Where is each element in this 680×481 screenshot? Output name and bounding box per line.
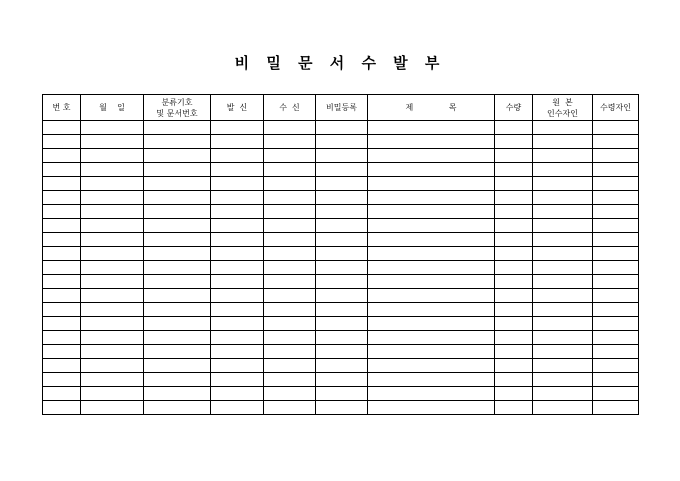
table-row xyxy=(43,233,639,247)
cell-receipt_sign[interactable] xyxy=(593,373,639,387)
table-row xyxy=(43,177,639,191)
cell-receipt_sign[interactable] xyxy=(593,205,639,219)
cell-quantity[interactable] xyxy=(495,331,533,345)
cell-secret_reg[interactable] xyxy=(316,289,368,303)
cell-original[interactable] xyxy=(533,135,593,149)
cell-no[interactable] xyxy=(43,317,81,331)
table-row xyxy=(43,373,639,387)
cell-no[interactable] xyxy=(43,149,81,163)
cell-date[interactable] xyxy=(81,135,144,149)
cell-original[interactable] xyxy=(533,163,593,177)
cell-no[interactable] xyxy=(43,275,81,289)
cell-no[interactable] xyxy=(43,247,81,261)
cell-receipt_sign[interactable] xyxy=(593,401,639,415)
cell-no[interactable] xyxy=(43,359,81,373)
cell-subject[interactable] xyxy=(368,163,495,177)
cell-quantity[interactable] xyxy=(495,289,533,303)
cell-subject[interactable] xyxy=(368,205,495,219)
cell-subject[interactable] xyxy=(368,121,495,135)
cell-classification[interactable] xyxy=(144,387,211,401)
cell-subject[interactable] xyxy=(368,303,495,317)
cell-sender[interactable] xyxy=(211,331,264,345)
cell-subject[interactable] xyxy=(368,135,495,149)
document-ledger-table xyxy=(42,94,639,415)
cell-recipient[interactable] xyxy=(264,135,316,149)
cell-no[interactable] xyxy=(43,289,81,303)
cell-recipient[interactable] xyxy=(264,275,316,289)
cell-sender[interactable] xyxy=(211,247,264,261)
cell-quantity[interactable] xyxy=(495,191,533,205)
cell-secret_reg[interactable] xyxy=(316,247,368,261)
cell-subject[interactable] xyxy=(368,177,495,191)
cell-original[interactable] xyxy=(533,275,593,289)
header-quantity: 수량 xyxy=(495,95,533,121)
cell-secret_reg[interactable] xyxy=(316,317,368,331)
table-row xyxy=(43,135,639,149)
cell-sender[interactable] xyxy=(211,275,264,289)
cell-sender[interactable] xyxy=(211,177,264,191)
cell-date[interactable] xyxy=(81,345,144,359)
cell-original[interactable] xyxy=(533,345,593,359)
cell-classification[interactable] xyxy=(144,163,211,177)
cell-no[interactable] xyxy=(43,205,81,219)
cell-no[interactable] xyxy=(43,219,81,233)
cell-no[interactable] xyxy=(43,121,81,135)
cell-date[interactable] xyxy=(81,317,144,331)
cell-classification[interactable] xyxy=(144,303,211,317)
cell-sender[interactable] xyxy=(211,345,264,359)
cell-classification[interactable] xyxy=(144,191,211,205)
cell-original[interactable] xyxy=(533,289,593,303)
cell-no[interactable] xyxy=(43,303,81,317)
table-row xyxy=(43,247,639,261)
header-subject: 제 목 xyxy=(368,95,495,121)
cell-date[interactable] xyxy=(81,219,144,233)
cell-no[interactable] xyxy=(43,401,81,415)
cell-secret_reg[interactable] xyxy=(316,331,368,345)
table-row xyxy=(43,387,639,401)
cell-receipt_sign[interactable] xyxy=(593,317,639,331)
cell-subject[interactable] xyxy=(368,289,495,303)
cell-no[interactable] xyxy=(43,345,81,359)
cell-quantity[interactable] xyxy=(495,401,533,415)
cell-quantity[interactable] xyxy=(495,233,533,247)
cell-secret_reg[interactable] xyxy=(316,373,368,387)
cell-receipt_sign[interactable] xyxy=(593,303,639,317)
cell-subject[interactable] xyxy=(368,233,495,247)
cell-classification[interactable] xyxy=(144,275,211,289)
cell-classification[interactable] xyxy=(144,261,211,275)
cell-date[interactable] xyxy=(81,289,144,303)
cell-receipt_sign[interactable] xyxy=(593,289,639,303)
cell-sender[interactable] xyxy=(211,261,264,275)
cell-recipient[interactable] xyxy=(264,331,316,345)
cell-receipt_sign[interactable] xyxy=(593,163,639,177)
table-row xyxy=(43,359,639,373)
cell-original[interactable] xyxy=(533,121,593,135)
cell-recipient[interactable] xyxy=(264,317,316,331)
cell-classification[interactable] xyxy=(144,205,211,219)
cell-sender[interactable] xyxy=(211,289,264,303)
document-title: 비 밀 문 서 수 발 부 xyxy=(234,54,446,72)
cell-date[interactable] xyxy=(81,149,144,163)
cell-no[interactable] xyxy=(43,177,81,191)
cell-classification[interactable] xyxy=(144,331,211,345)
cell-subject[interactable] xyxy=(368,275,495,289)
header-recipient: 수 신 xyxy=(264,95,316,121)
cell-recipient[interactable] xyxy=(264,149,316,163)
cell-sender[interactable] xyxy=(211,303,264,317)
cell-sender[interactable] xyxy=(211,317,264,331)
cell-sender[interactable] xyxy=(211,373,264,387)
cell-no[interactable] xyxy=(43,387,81,401)
cell-classification[interactable] xyxy=(144,149,211,163)
cell-recipient[interactable] xyxy=(264,177,316,191)
cell-classification[interactable] xyxy=(144,317,211,331)
table-row xyxy=(43,163,639,177)
cell-quantity[interactable] xyxy=(495,205,533,219)
table-body xyxy=(43,121,639,415)
cell-classification[interactable] xyxy=(144,289,211,303)
table-row xyxy=(43,303,639,317)
cell-classification[interactable] xyxy=(144,373,211,387)
cell-recipient[interactable] xyxy=(264,289,316,303)
cell-original[interactable] xyxy=(533,373,593,387)
cell-receipt_sign[interactable] xyxy=(593,275,639,289)
cell-secret_reg[interactable] xyxy=(316,275,368,289)
cell-recipient[interactable] xyxy=(264,191,316,205)
cell-receipt_sign[interactable] xyxy=(593,331,639,345)
cell-quantity[interactable] xyxy=(495,135,533,149)
cell-sender[interactable] xyxy=(211,191,264,205)
cell-no[interactable] xyxy=(43,261,81,275)
cell-classification[interactable] xyxy=(144,401,211,415)
cell-subject[interactable] xyxy=(368,247,495,261)
header-recipient-seal: 수령자인 xyxy=(593,95,639,121)
cell-classification[interactable] xyxy=(144,135,211,149)
cell-quantity[interactable] xyxy=(495,247,533,261)
cell-subject[interactable] xyxy=(368,345,495,359)
cell-sender[interactable] xyxy=(211,121,264,135)
cell-original[interactable] xyxy=(533,219,593,233)
cell-date[interactable] xyxy=(81,275,144,289)
cell-date[interactable] xyxy=(81,205,144,219)
cell-quantity[interactable] xyxy=(495,177,533,191)
cell-original[interactable] xyxy=(533,149,593,163)
cell-date[interactable] xyxy=(81,247,144,261)
cell-date[interactable] xyxy=(81,163,144,177)
cell-original[interactable] xyxy=(533,205,593,219)
cell-date[interactable] xyxy=(81,373,144,387)
cell-secret_reg[interactable] xyxy=(316,219,368,233)
cell-date[interactable] xyxy=(81,121,144,135)
cell-subject[interactable] xyxy=(368,401,495,415)
cell-sender[interactable] xyxy=(211,233,264,247)
header-date: 월 일 xyxy=(81,95,144,121)
cell-original[interactable] xyxy=(533,261,593,275)
cell-sender[interactable] xyxy=(211,387,264,401)
cell-sender[interactable] xyxy=(211,401,264,415)
cell-classification[interactable] xyxy=(144,359,211,373)
cell-date[interactable] xyxy=(81,261,144,275)
cell-recipient[interactable] xyxy=(264,373,316,387)
cell-recipient[interactable] xyxy=(264,345,316,359)
cell-original[interactable] xyxy=(533,233,593,247)
cell-quantity[interactable] xyxy=(495,387,533,401)
header-secret-registration: 비밀등록 xyxy=(316,95,368,121)
cell-classification[interactable] xyxy=(144,247,211,261)
cell-receipt_sign[interactable] xyxy=(593,247,639,261)
cell-original[interactable] xyxy=(533,177,593,191)
cell-date[interactable] xyxy=(81,359,144,373)
cell-receipt_sign[interactable] xyxy=(593,191,639,205)
cell-date[interactable] xyxy=(81,401,144,415)
cell-original[interactable] xyxy=(533,331,593,345)
table-row xyxy=(43,401,639,415)
cell-original[interactable] xyxy=(533,317,593,331)
cell-secret_reg[interactable] xyxy=(316,205,368,219)
cell-secret_reg[interactable] xyxy=(316,163,368,177)
cell-sender[interactable] xyxy=(211,163,264,177)
cell-recipient[interactable] xyxy=(264,247,316,261)
cell-subject[interactable] xyxy=(368,387,495,401)
cell-quantity[interactable] xyxy=(495,303,533,317)
cell-receipt_sign[interactable] xyxy=(593,261,639,275)
cell-original[interactable] xyxy=(533,247,593,261)
header-sender: 발 신 xyxy=(211,95,264,121)
table-row xyxy=(43,191,639,205)
cell-sender[interactable] xyxy=(211,205,264,219)
cell-receipt_sign[interactable] xyxy=(593,233,639,247)
cell-receipt_sign[interactable] xyxy=(593,359,639,373)
cell-classification[interactable] xyxy=(144,345,211,359)
cell-date[interactable] xyxy=(81,177,144,191)
cell-no[interactable] xyxy=(43,191,81,205)
cell-secret_reg[interactable] xyxy=(316,233,368,247)
cell-original[interactable] xyxy=(533,387,593,401)
cell-classification[interactable] xyxy=(144,219,211,233)
cell-recipient[interactable] xyxy=(264,303,316,317)
table-row xyxy=(43,261,639,275)
cell-recipient[interactable] xyxy=(264,261,316,275)
cell-receipt_sign[interactable] xyxy=(593,177,639,191)
cell-sender[interactable] xyxy=(211,359,264,373)
cell-quantity[interactable] xyxy=(495,359,533,373)
cell-date[interactable] xyxy=(81,191,144,205)
cell-no[interactable] xyxy=(43,163,81,177)
cell-subject[interactable] xyxy=(368,331,495,345)
table-row xyxy=(43,331,639,345)
table-row xyxy=(43,149,639,163)
cell-date[interactable] xyxy=(81,387,144,401)
cell-receipt_sign[interactable] xyxy=(593,149,639,163)
cell-no[interactable] xyxy=(43,331,81,345)
cell-sender[interactable] xyxy=(211,135,264,149)
cell-recipient[interactable] xyxy=(264,163,316,177)
table-row xyxy=(43,317,639,331)
header-no: 번 호 xyxy=(43,95,81,121)
cell-quantity[interactable] xyxy=(495,121,533,135)
cell-secret_reg[interactable] xyxy=(316,149,368,163)
cell-sender[interactable] xyxy=(211,219,264,233)
header-classification: 분류기호 및 문서번호 xyxy=(144,95,211,121)
cell-quantity[interactable] xyxy=(495,261,533,275)
cell-subject[interactable] xyxy=(368,261,495,275)
cell-subject[interactable] xyxy=(368,149,495,163)
table-header-row xyxy=(43,95,639,121)
cell-no[interactable] xyxy=(43,373,81,387)
cell-date[interactable] xyxy=(81,233,144,247)
cell-secret_reg[interactable] xyxy=(316,121,368,135)
cell-quantity[interactable] xyxy=(495,345,533,359)
cell-receipt_sign[interactable] xyxy=(593,135,639,149)
cell-secret_reg[interactable] xyxy=(316,387,368,401)
cell-quantity[interactable] xyxy=(495,149,533,163)
cell-subject[interactable] xyxy=(368,219,495,233)
cell-secret_reg[interactable] xyxy=(316,177,368,191)
cell-subject[interactable] xyxy=(368,317,495,331)
cell-secret_reg[interactable] xyxy=(316,261,368,275)
cell-recipient[interactable] xyxy=(264,121,316,135)
cell-recipient[interactable] xyxy=(264,233,316,247)
cell-sender[interactable] xyxy=(211,149,264,163)
cell-date[interactable] xyxy=(81,303,144,317)
cell-original[interactable] xyxy=(533,303,593,317)
cell-receipt_sign[interactable] xyxy=(593,345,639,359)
cell-secret_reg[interactable] xyxy=(316,401,368,415)
cell-quantity[interactable] xyxy=(495,275,533,289)
table-row xyxy=(43,205,639,219)
cell-receipt_sign[interactable] xyxy=(593,121,639,135)
cell-secret_reg[interactable] xyxy=(316,345,368,359)
cell-recipient[interactable] xyxy=(264,359,316,373)
header-original-receiver-seal: 원 본 인수자인 xyxy=(533,95,593,121)
cell-no[interactable] xyxy=(43,233,81,247)
cell-quantity[interactable] xyxy=(495,163,533,177)
cell-secret_reg[interactable] xyxy=(316,191,368,205)
cell-original[interactable] xyxy=(533,191,593,205)
cell-no[interactable] xyxy=(43,135,81,149)
cell-recipient[interactable] xyxy=(264,387,316,401)
cell-receipt_sign[interactable] xyxy=(593,387,639,401)
table-row xyxy=(43,345,639,359)
cell-quantity[interactable] xyxy=(495,317,533,331)
cell-recipient[interactable] xyxy=(264,401,316,415)
cell-subject[interactable] xyxy=(368,191,495,205)
cell-subject[interactable] xyxy=(368,359,495,373)
cell-classification[interactable] xyxy=(144,177,211,191)
table-row xyxy=(43,219,639,233)
cell-recipient[interactable] xyxy=(264,205,316,219)
cell-quantity[interactable] xyxy=(495,219,533,233)
table-row xyxy=(43,121,639,135)
cell-original[interactable] xyxy=(533,401,593,415)
cell-classification[interactable] xyxy=(144,233,211,247)
cell-secret_reg[interactable] xyxy=(316,359,368,373)
cell-receipt_sign[interactable] xyxy=(593,219,639,233)
cell-secret_reg[interactable] xyxy=(316,135,368,149)
cell-classification[interactable] xyxy=(144,121,211,135)
cell-subject[interactable] xyxy=(368,373,495,387)
cell-secret_reg[interactable] xyxy=(316,303,368,317)
cell-quantity[interactable] xyxy=(495,373,533,387)
cell-original[interactable] xyxy=(533,359,593,373)
table-row xyxy=(43,275,639,289)
cell-date[interactable] xyxy=(81,331,144,345)
cell-recipient[interactable] xyxy=(264,219,316,233)
table-row xyxy=(43,289,639,303)
